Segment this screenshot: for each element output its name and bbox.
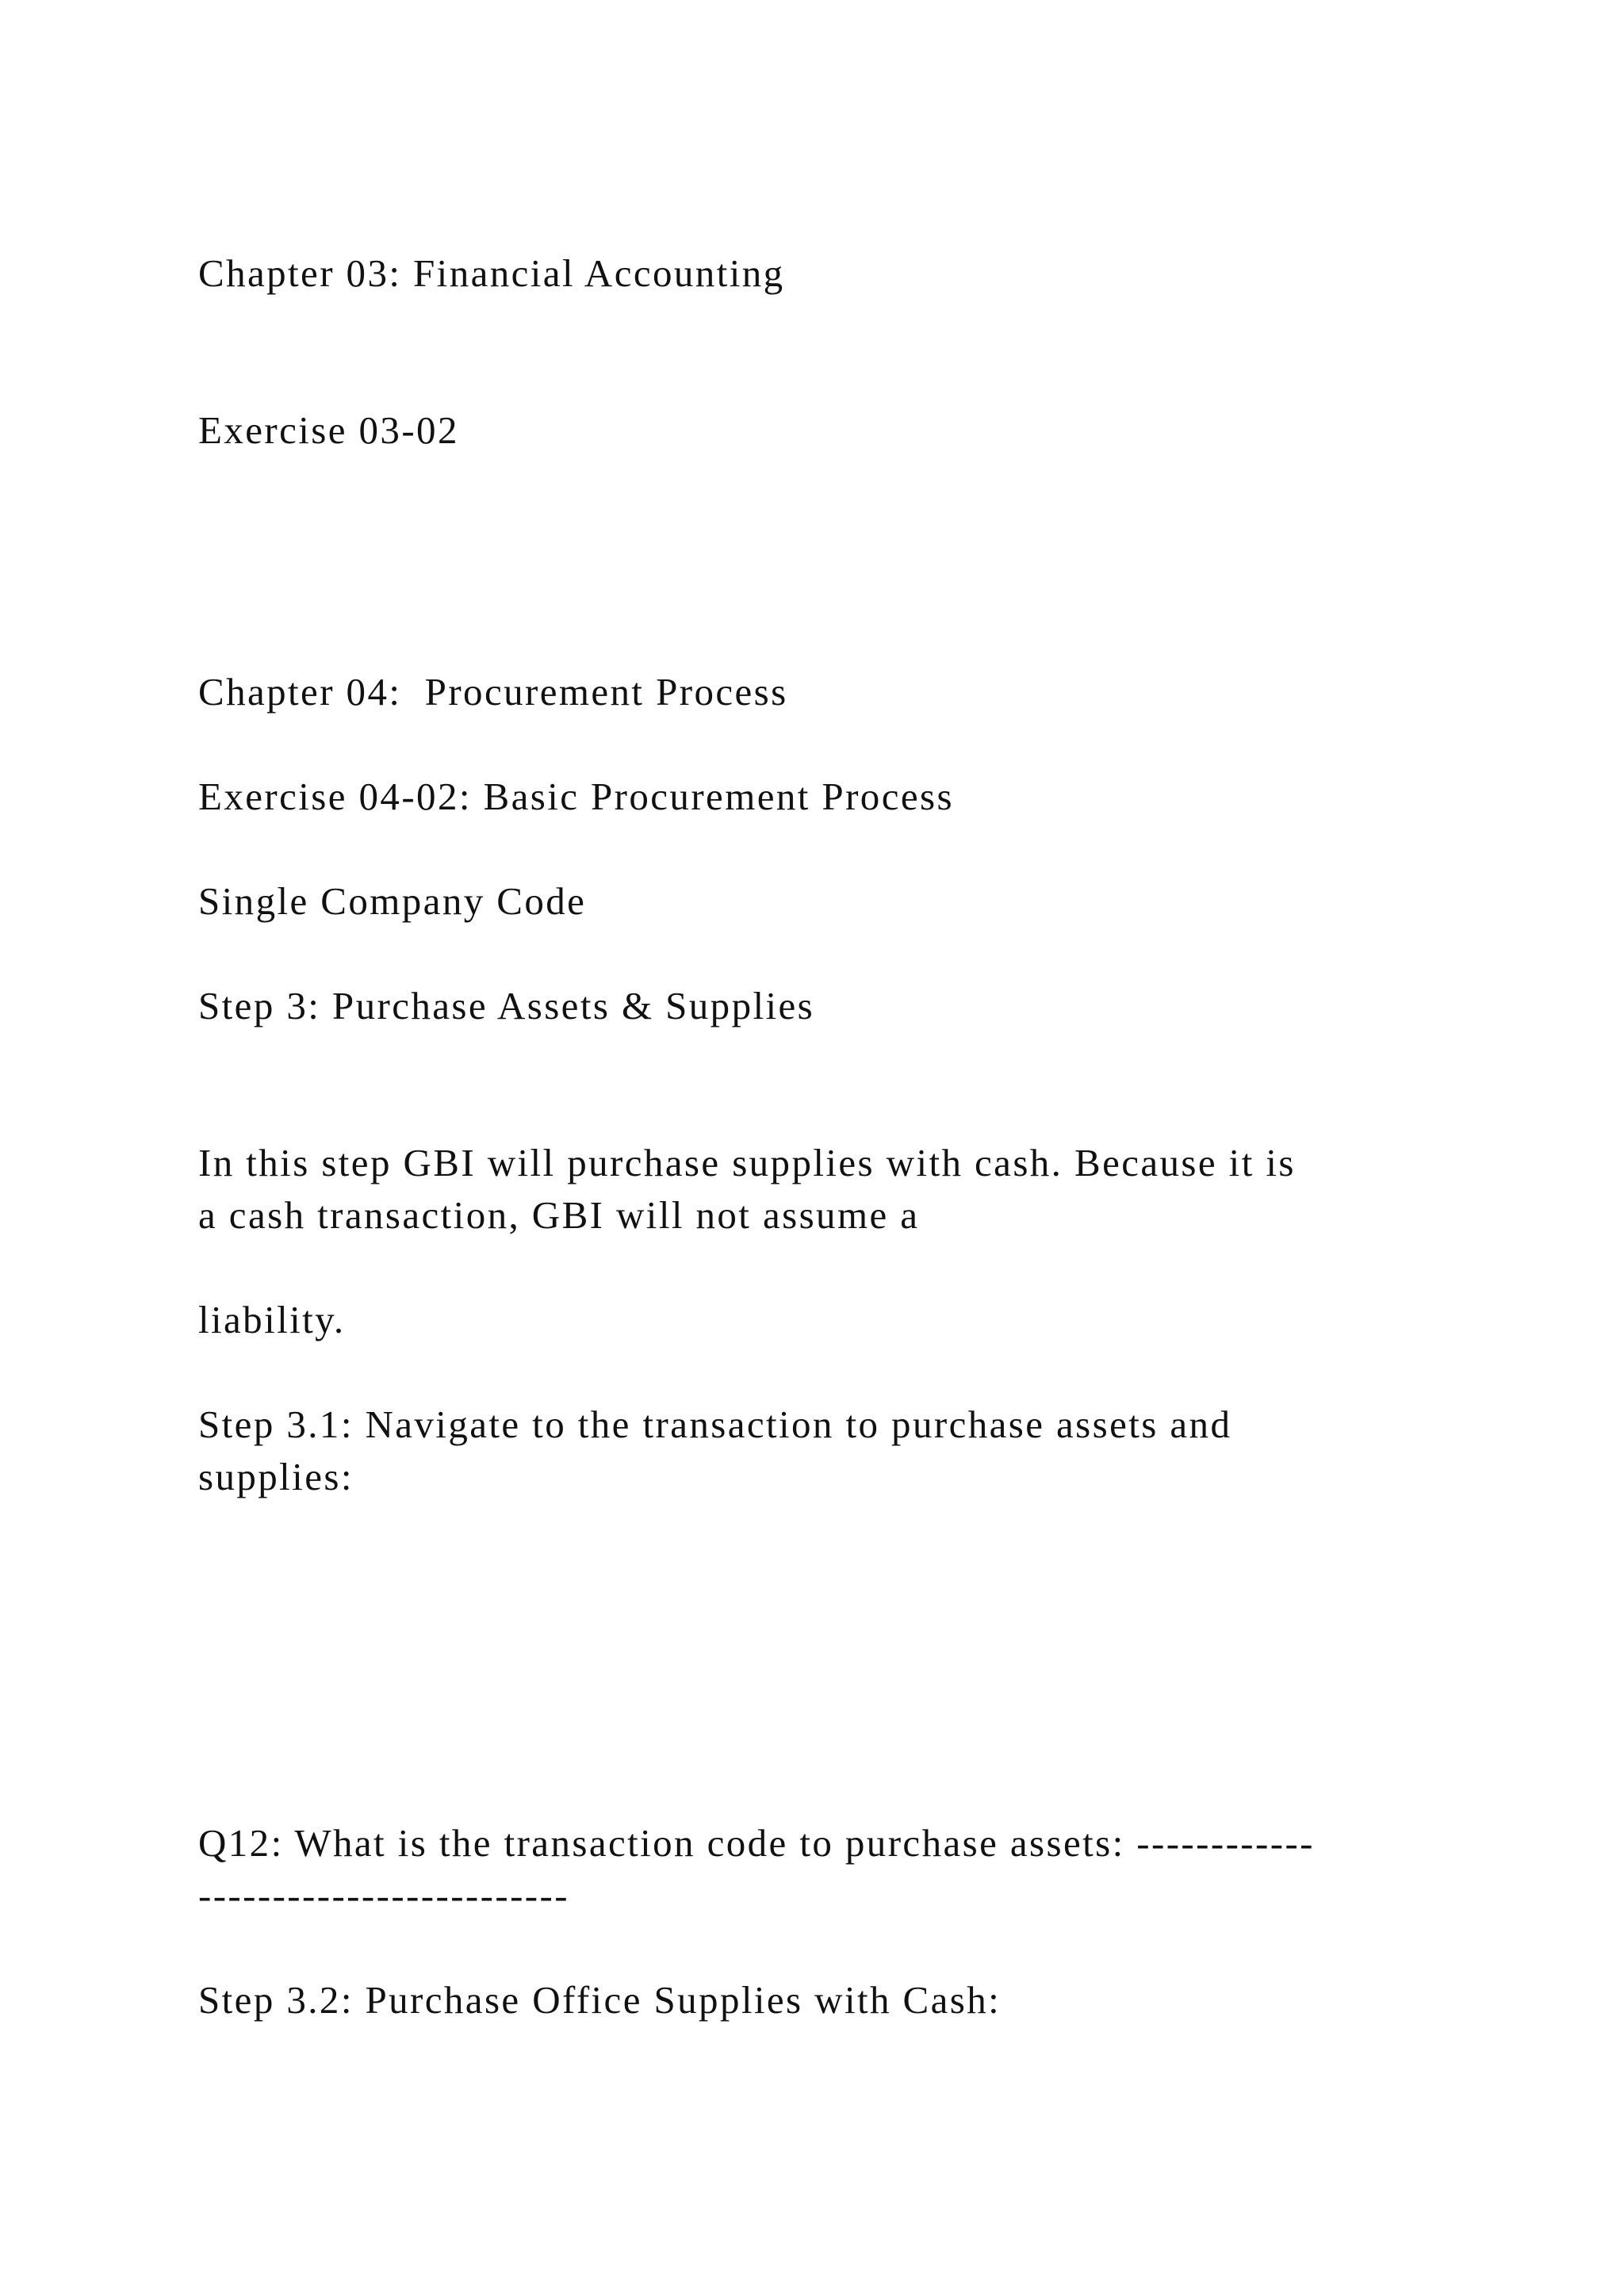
step-3-heading: Step 3: Purchase Assets & Supplies bbox=[198, 984, 815, 1027]
chapter-3-heading: Chapter 03: Financial Accounting bbox=[198, 251, 785, 295]
intro-paragraph-line-3: liability. bbox=[198, 1298, 346, 1341]
chapter-4-heading: Chapter 04: Procurement Process bbox=[198, 670, 788, 714]
question-12-line-2: ------------------------- bbox=[198, 1873, 569, 1917]
exercise-4-heading: Exercise 04-02: Basic Procurement Process bbox=[198, 775, 954, 818]
step-3-1-line-1: Step 3.1: Navigate to the transaction to purchase assets and bbox=[198, 1402, 1232, 1446]
intro-paragraph-line-1: In this step GBI will purchase supplies with cash. Because it is bbox=[198, 1141, 1296, 1184]
exercise-3-heading: Exercise 03-02 bbox=[198, 408, 459, 452]
step-3-1-line-2: supplies: bbox=[198, 1455, 354, 1498]
company-code-heading: Single Company Code bbox=[198, 879, 587, 923]
intro-paragraph-line-2: a cash transaction, GBI will not assume a bbox=[198, 1193, 920, 1237]
question-12-line-1: Q12: What is the transaction code to purchase assets: ------------ bbox=[198, 1821, 1315, 1865]
step-3-2-heading: Step 3.2: Purchase Office Supplies with Cash: bbox=[198, 1978, 1002, 2022]
